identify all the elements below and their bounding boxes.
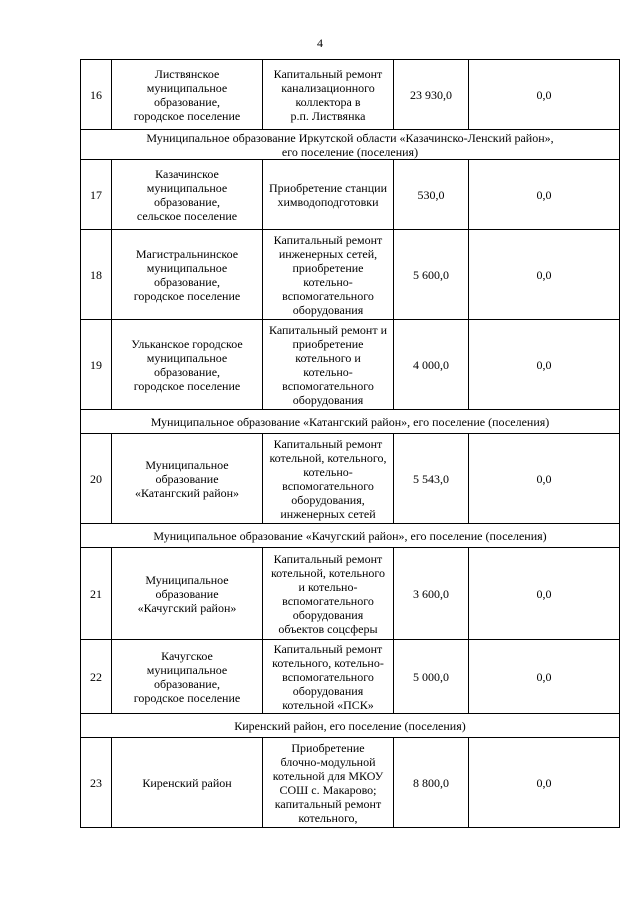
section-line: Муниципальное образование «Катангский район», его поселение (поселения) — [150, 414, 550, 429]
extra-amount-cell: 0,0 — [469, 548, 620, 640]
cell-line: городское поселение — [133, 378, 241, 393]
table-row — [81, 640, 620, 714]
cell-line: котельного и — [295, 350, 361, 365]
municipality-cell — [112, 434, 263, 524]
section-row — [81, 410, 620, 434]
work-description-cell — [263, 640, 394, 714]
cell-line: муниципальное — [146, 662, 228, 677]
extra-amount-cell: 0,0 — [469, 160, 620, 230]
section-title — [81, 410, 620, 434]
amount-cell: 23 930,0 — [394, 60, 469, 130]
cell-line: оборудования — [292, 607, 364, 622]
table-row — [81, 738, 620, 828]
cell-line: муниципальное — [146, 180, 228, 195]
cell-line: образование — [155, 471, 219, 486]
cell-line: СОШ с. Макарово; — [279, 782, 377, 797]
extra-amount-cell: 0,0 — [469, 738, 620, 828]
table-row — [81, 60, 620, 130]
section-line: Муниципальное образование «Качугский район», его поселение (поселения) — [153, 528, 547, 543]
section-line: Муниципальное образование Иркутской области «Казачинско-Ленский район», — [146, 130, 554, 145]
cell-line: «Качугский район» — [137, 600, 237, 615]
section-row — [81, 524, 620, 548]
extra-amount-cell: 0,0 — [469, 320, 620, 410]
work-description-cell — [263, 60, 394, 130]
cell-line: муниципальное — [146, 350, 228, 365]
section-title — [81, 714, 620, 738]
cell-line: и котельно- — [298, 579, 358, 594]
cell-line: вспомогательного — [282, 593, 374, 608]
cell-line: вспомогательного — [282, 478, 374, 493]
cell-line: Магистральнинское — [135, 246, 239, 261]
cell-line: Киренский район — [142, 775, 232, 790]
cell-line: городское поселение — [133, 108, 241, 123]
municipality-cell — [112, 160, 263, 230]
cell-line: блочно-модульной — [280, 754, 376, 769]
cell-line: оборудования, — [291, 492, 365, 507]
row-number: 19 — [81, 320, 112, 410]
cell-line: котельно- — [303, 464, 353, 479]
cell-line: Приобретение станции — [269, 180, 387, 195]
table-row — [81, 434, 620, 524]
cell-line: Муниципальное — [145, 457, 229, 472]
row-number: 22 — [81, 640, 112, 714]
cell-line: приобретение — [292, 260, 364, 275]
cell-line: оборудования — [292, 683, 364, 698]
cell-line: муниципальное — [146, 260, 228, 275]
cell-line: Капитальный ремонт — [273, 232, 383, 247]
extra-amount-cell: 0,0 — [469, 230, 620, 320]
section-title — [81, 524, 620, 548]
municipality-cell — [112, 60, 263, 130]
cell-line: образование, — [153, 194, 221, 209]
row-number: 17 — [81, 160, 112, 230]
amount-cell: 530,0 — [394, 160, 469, 230]
section-title — [81, 130, 620, 160]
page-number: 4 — [317, 36, 323, 50]
municipality-cell — [112, 320, 263, 410]
cell-line: Качугское — [161, 648, 213, 663]
cell-line: вспомогательного — [282, 669, 374, 684]
cell-line: котельно- — [303, 274, 353, 289]
amount-cell: 5 543,0 — [394, 434, 469, 524]
cell-line: Капитальный ремонт — [273, 436, 383, 451]
cell-line: городское поселение — [133, 690, 241, 705]
cell-line: Капитальный ремонт — [273, 66, 383, 81]
table-row — [81, 320, 620, 410]
cell-line: образование — [155, 586, 219, 601]
cell-line: муниципальное — [146, 80, 228, 95]
amount-cell: 5 600,0 — [394, 230, 469, 320]
cell-line: капитальный ремонт — [274, 796, 382, 811]
cell-line: котельной для МКОУ — [272, 768, 384, 783]
cell-line: коллектора в — [295, 94, 361, 109]
cell-line: Казачинское — [155, 166, 219, 181]
cell-line: Ульканское городское — [131, 336, 243, 351]
table-row — [81, 230, 620, 320]
cell-line: образование, — [153, 364, 221, 379]
cell-line: химводоподготовки — [277, 194, 379, 209]
cell-line: Листвянское — [154, 66, 220, 81]
cell-line: котельной «ПСК» — [282, 697, 374, 712]
cell-line: образование, — [153, 94, 221, 109]
cell-line: оборудования — [292, 302, 364, 317]
table-row — [81, 160, 620, 230]
cell-line: котельного, котельно- — [272, 655, 384, 670]
section-line: его поселение (поселения) — [281, 144, 419, 159]
municipality-cell — [112, 548, 263, 640]
work-description-cell — [263, 738, 394, 828]
program-table — [80, 59, 620, 828]
cell-line: Капитальный ремонт — [273, 641, 383, 656]
extra-amount-cell: 0,0 — [469, 434, 620, 524]
cell-line: вспомогательного — [282, 378, 374, 393]
cell-line: инженерных сетей, — [278, 246, 378, 261]
cell-line: Капитальный ремонт и — [268, 322, 388, 337]
amount-cell: 5 000,0 — [394, 640, 469, 714]
municipality-cell — [112, 640, 263, 714]
work-description-cell — [263, 320, 394, 410]
cell-line: котельно- — [303, 364, 353, 379]
cell-line: объектов соцсферы — [278, 621, 378, 636]
work-description-cell — [263, 230, 394, 320]
amount-cell: 4 000,0 — [394, 320, 469, 410]
amount-cell: 3 600,0 — [394, 548, 469, 640]
cell-line: р.п. Листвянка — [290, 108, 366, 123]
work-description-cell — [263, 160, 394, 230]
cell-line: Капитальный ремонт — [273, 551, 383, 566]
cell-line: канализационного — [281, 80, 375, 95]
cell-line: образование, — [153, 274, 221, 289]
cell-line: котельного, — [298, 810, 358, 825]
municipality-cell — [112, 230, 263, 320]
work-description-cell — [263, 548, 394, 640]
row-number: 18 — [81, 230, 112, 320]
extra-amount-cell: 0,0 — [469, 640, 620, 714]
cell-line: Приобретение — [291, 740, 365, 755]
section-line: Киренский район, его поселение (поселения) — [234, 718, 466, 733]
cell-line: инженерных сетей — [280, 506, 376, 521]
row-number: 21 — [81, 548, 112, 640]
row-number: 16 — [81, 60, 112, 130]
table-row — [81, 548, 620, 640]
extra-amount-cell: 0,0 — [469, 60, 620, 130]
cell-line: оборудования — [292, 392, 364, 407]
cell-line: городское поселение — [133, 288, 241, 303]
municipality-cell — [112, 738, 263, 828]
section-row — [81, 130, 620, 160]
cell-line: Муниципальное — [145, 572, 229, 587]
cell-line: вспомогательного — [282, 288, 374, 303]
row-number: 20 — [81, 434, 112, 524]
section-row — [81, 714, 620, 738]
cell-line: котельной, котельного — [270, 565, 386, 580]
cell-line: «Катангский район» — [134, 485, 240, 500]
cell-line: сельское поселение — [136, 208, 238, 223]
cell-line: образование, — [153, 676, 221, 691]
work-description-cell — [263, 434, 394, 524]
cell-line: котельной, котельного, — [269, 450, 387, 465]
amount-cell: 8 800,0 — [394, 738, 469, 828]
cell-line: приобретение — [292, 336, 364, 351]
row-number: 23 — [81, 738, 112, 828]
